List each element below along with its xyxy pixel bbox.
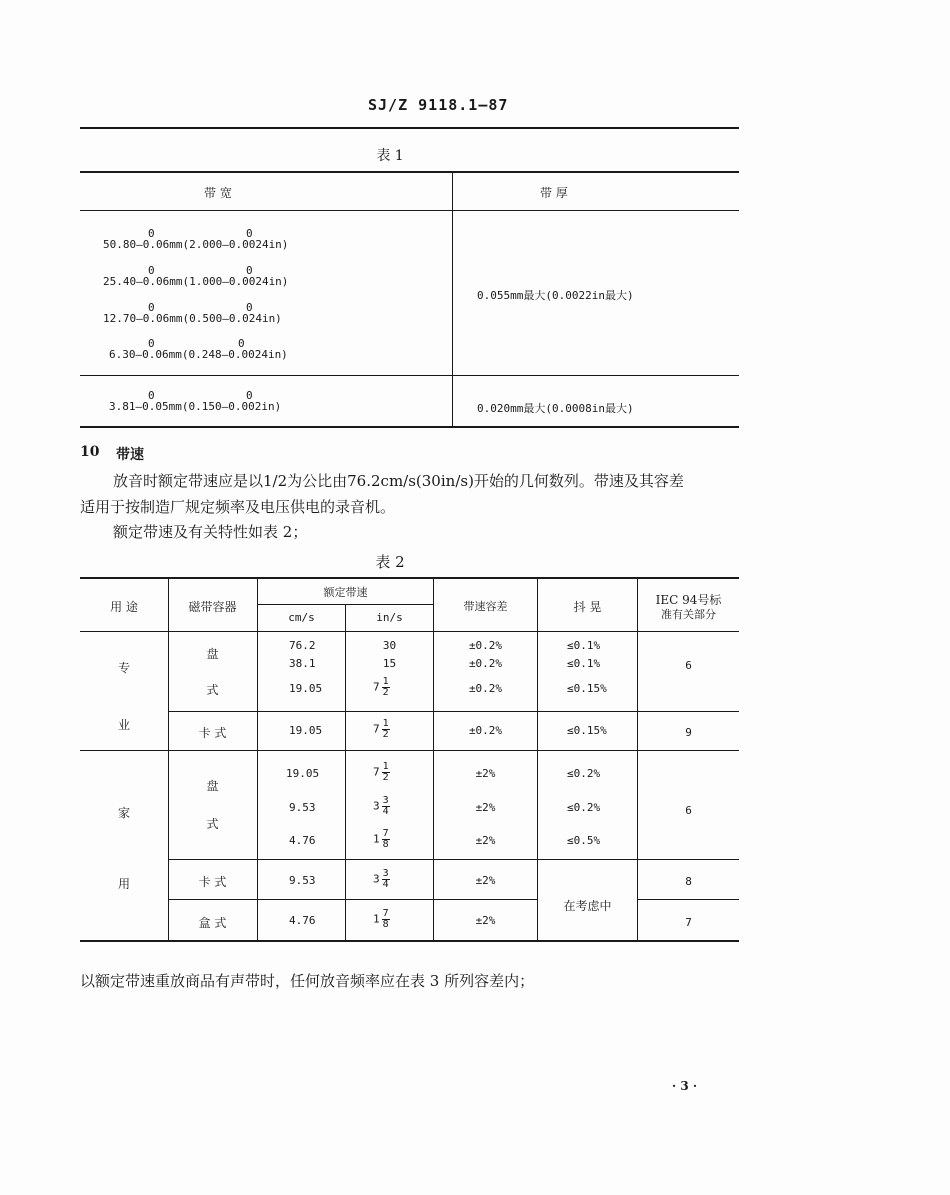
footer-paragraph: 以额定带速重放商品有声带时，任何放音频率应在表 3 所列容差内； (80, 972, 535, 990)
section-title: 带速 (116, 447, 144, 463)
table2-caption: 表 2 (375, 553, 405, 571)
container-label: 卡 式 (198, 875, 227, 889)
use-label: 专 (117, 661, 130, 675)
under-consideration: 在考虑中 (563, 899, 612, 913)
paragraph-line: 放音时额定带速应是以1/2为公比由76.2cm/s(30in/s)开始的几何数列。带速及其容差 (113, 472, 684, 490)
container-label: 式 (206, 817, 219, 831)
iec-value: 7 (685, 916, 692, 929)
use-label: 用 (117, 877, 130, 891)
paragraph-line: 额定带速及有关特性如表 2； (113, 523, 308, 541)
container-label: 式 (206, 683, 219, 697)
container-label: 盘 (206, 779, 219, 793)
iec-value: 6 (685, 659, 692, 672)
table1-header-thickness: 带 厚 (540, 186, 568, 200)
section-number: 10 (80, 444, 100, 460)
table1-header-width: 带 宽 (204, 186, 232, 200)
header-rule (80, 127, 739, 129)
table2-header-iec: IEC 94号标 (655, 593, 722, 607)
table1-caption: 表 1 (376, 148, 404, 164)
document-code: SJ/Z 9118.1—87 (368, 96, 509, 114)
container-label: 卡 式 (198, 726, 227, 740)
table2-header-cms: cm/s (288, 611, 315, 624)
page-number: · 3 · (672, 1079, 698, 1093)
iec-value: 9 (685, 726, 692, 739)
table2-header-rated-speed: 额定带速 (323, 586, 368, 599)
container-label: 盒 式 (198, 916, 227, 930)
iec-value: 6 (685, 804, 692, 817)
table2-header-tolerance: 带速容差 (463, 600, 508, 613)
table2-header-wow: 抖 晃 (573, 600, 602, 614)
table1-thickness-group: 0.055mm最大(0.0022in最大) (477, 289, 634, 302)
table2-header-container: 磁带容器 (188, 600, 237, 614)
use-label: 业 (117, 718, 130, 732)
paragraph-line: 适用于按制造厂规定频率及电压供电的录音机。 (80, 498, 396, 516)
table2-header-use: 用 途 (110, 600, 138, 614)
table2-header-ins: in/s (376, 611, 403, 624)
iec-value: 8 (685, 875, 692, 888)
table2-header-iec: 准有关部分 (661, 608, 716, 621)
container-label: 盘 (206, 647, 219, 661)
use-label: 家 (117, 806, 130, 820)
